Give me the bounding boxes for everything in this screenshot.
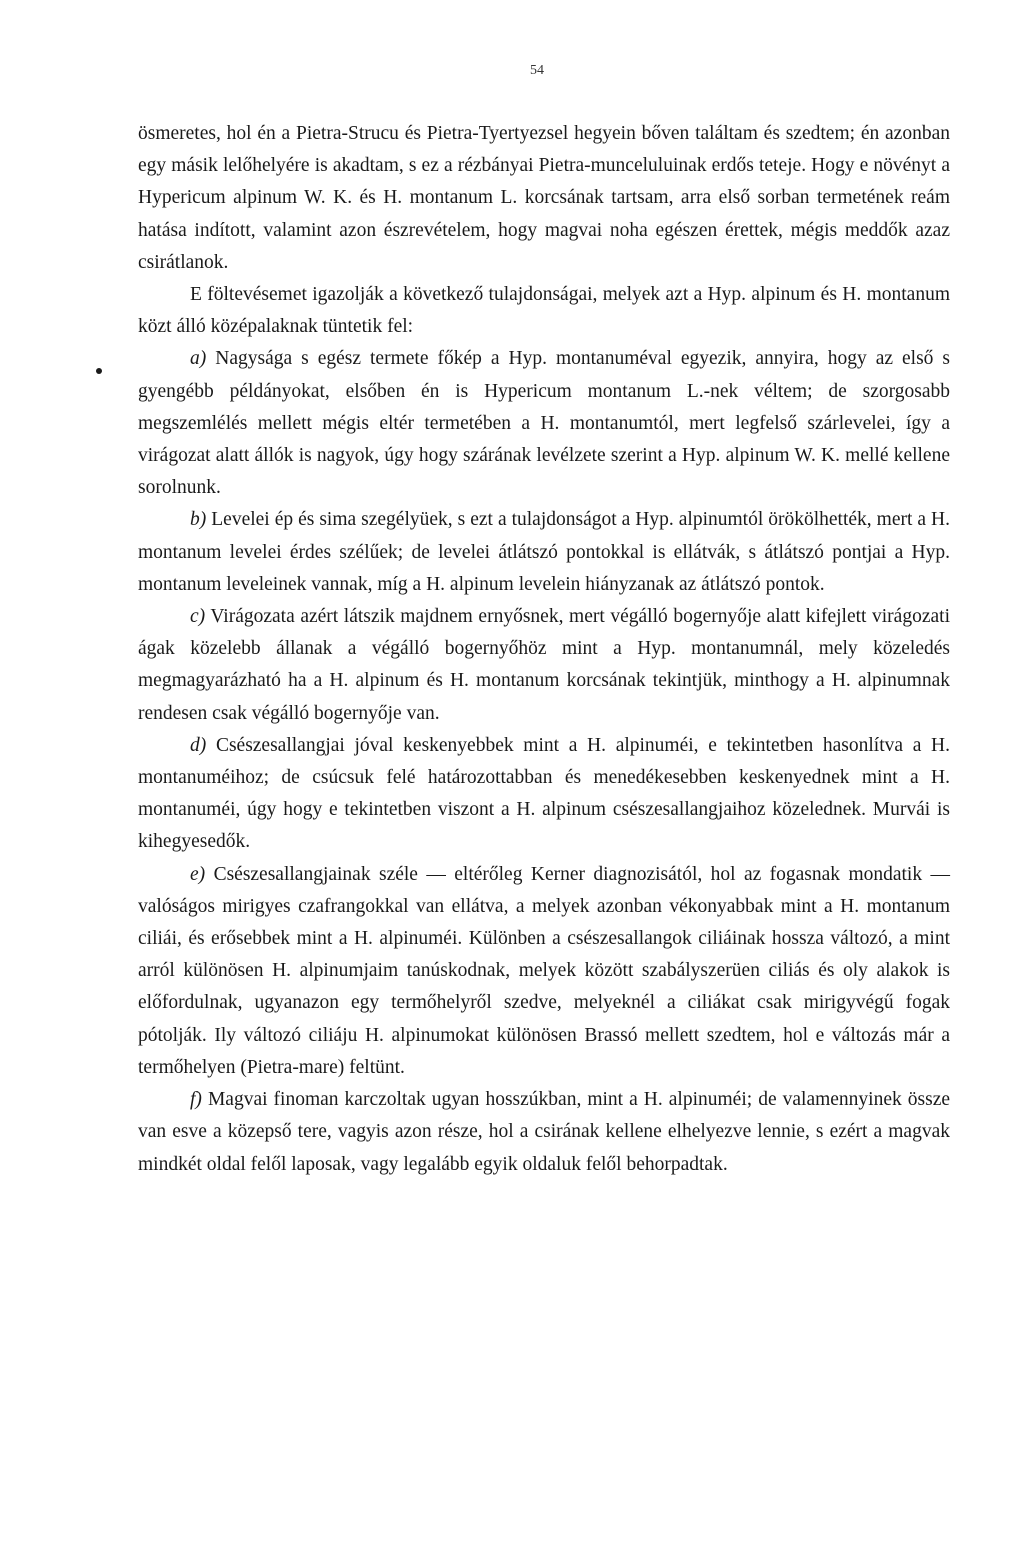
paragraph-f [138, 1084, 950, 1181]
body-text [138, 118, 950, 1181]
paragraph-hypothesis [138, 279, 950, 343]
paragraph-text: Levelei ép és sima szegélyüek, s ezt a tulajdonságot a Hyp. alpinumtól örökölhették, mert a H. montanum levelei érdes szélűek; de levelei átlátszó pontokkal is ellátvák, s átlátszó pontjai a Hyp. montanum leveleinek vannak, míg a H. alpinum levelein hiányzanak az átlátszó pontok. [138, 509, 950, 595]
item-marker: b) [190, 509, 207, 531]
paragraph-c [138, 601, 950, 730]
paragraph-text: Csészesallangjainak széle — eltérőleg Kerner diagnozisától, hol az fogasnak mondatik — valóságos mirigyes czafrangokkal van ellátva, a melyek azonban vékonyabbak mint a H. montanum ciliái, és erősebbek mint a H. alpinuméi. Különben a csészesallangok ciliáinak hossza változó, a mint arról különösen H. alpinumjaim tanúskodnak, melyek között szabályszerüen ciliás és oly alakok is előfordulnak, ugyanazon egy termőhelyről szedve, melyeknél a ciliákat csak mirigyvégű fogak pótolják. Ily változó ciliáju H. alpinumokat különösen Brassó mellett szedtem, hol e változás már a termőhelyen (Pietra-mare) feltünt. [138, 863, 950, 1078]
paragraph-text: Nagysága s egész termete főkép a Hyp. montanuméval egyezik, annyira, hogy az első s gyengébb példányokat, elsőben én is Hypericum montanum L.-nek véltem; de szorgosabb megszemlélés mellett mégis eltér termetében a H. montanumtól, mert legfelső szárlevelei, így a virágozat alatt állók is nagyok, úgy hogy szárának levélzete szerint a Hyp. alpinum W. K. mellé kellene sorolnunk. [138, 348, 950, 499]
paragraph-e [138, 859, 950, 1084]
item-marker: d) [190, 734, 207, 756]
paragraph-text: Magvai finoman karczoltak ugyan hosszúkban, mint a H. alpinuméi; de valamennyinek össze van esve a közepső tere, vagyis azon része, hol a csirának kellene elhelyezve lennie, s ezért a magvak mindkét oldal felől laposak, vagy legalább egyik oldaluk felől behorpadtak. [138, 1089, 951, 1175]
margin-dot [96, 368, 102, 374]
paragraph-text: Csészesallangjai jóval keskenyebbek mint a H. alpinuméi, e tekintetben hasonlítva a H. montanuméihoz; de csúcsuk felé határozottabban és menedékesebben keskenyednek mint a H. montanuméi, úgy hogy e tekintetben viszont a H. alpinum csészesallangjaihoz közelednek. Murvái is kihegyesedők. [138, 734, 950, 853]
paragraph-text: Virágozata azért látszik majdnem ernyősnek, mert végálló bogernyője alatt kifejlett virágozati ágak közelebb állanak a végálló bogernyőhöz mint a Hyp. montanumnál, mely közeledés megmagyarázható ha a H. alpinum és H. montanum korcsának tekintjük, minthogy a H. alpinumnak rendesen csak végálló bogernyője van. [138, 606, 950, 724]
paragraph-d [138, 730, 950, 859]
paragraph-text: E föltevésemet igazolják a következő tulajdonságai, melyek azt a Hyp. alpinum és H. montanum közt álló középalaknak tüntetik fel: [138, 284, 950, 338]
item-marker: c) [190, 606, 206, 628]
paragraph-text: ösmeretes, hol én a Pietra-Strucu és Pietra-Tyertyezsel hegyein bőven találtam és szedtem; én azonban egy másik lelőhelyére is akadtam, s ez a rézbányai Pietra-munceluluinak erdős teteje. Hogy e növényt a Hypericum alpinum W. K. és H. montanum L. korcsának tartsam, arra első sorban termetének reám hatása indított, valamint azon észrevételem, hogy magvai noha egészen érettek, mégis meddők azaz csirátlanok. [138, 123, 950, 273]
paragraph-intro [138, 118, 950, 279]
page-number: 54 [530, 63, 544, 78]
paragraph-b [138, 504, 950, 601]
paragraph-a [138, 343, 950, 504]
item-marker: f) [190, 1089, 202, 1111]
item-marker: e) [190, 863, 206, 885]
item-marker: a) [190, 348, 207, 370]
